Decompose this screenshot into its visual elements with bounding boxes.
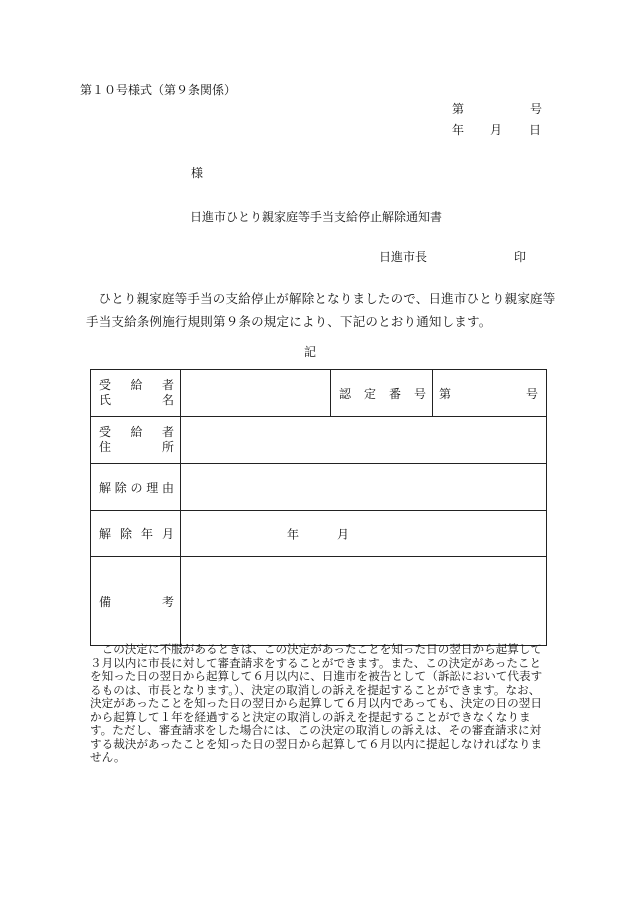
table-row bbox=[91, 557, 547, 646]
document-title: 日進市ひとり親家庭等手当支給停止解除通知書 bbox=[190, 210, 443, 224]
form-id: 第１０号様式（第９条関係） bbox=[80, 83, 237, 97]
release-date-label: 解除年月 bbox=[91, 511, 181, 557]
ki-heading: 記 bbox=[304, 345, 317, 359]
reason-field[interactable] bbox=[181, 464, 547, 511]
recipient-name-label: 受 給 者 氏 名 bbox=[91, 370, 181, 417]
addressee-honorific: 様 bbox=[191, 166, 204, 180]
number-suffix: 号 bbox=[530, 102, 543, 116]
date-year: 年 bbox=[452, 123, 465, 137]
release-month: 月 bbox=[337, 527, 350, 541]
recipient-name-field[interactable] bbox=[181, 370, 331, 417]
cert-number-field[interactable] bbox=[433, 370, 547, 417]
cert-number-label: 認 定 番 号 bbox=[331, 370, 433, 417]
recipient-address-field[interactable] bbox=[181, 417, 547, 464]
table-row bbox=[91, 417, 547, 464]
remarks-label: 備 考 bbox=[91, 557, 181, 646]
body-paragraph: ひとり親家庭等手当の支給停止が解除となりましたので、日進市ひとり親家庭等手当支給条例施行規則第９条の規定により、下記のとおり通知します。 bbox=[86, 291, 556, 329]
recipient-address-label: 受 給 者 住 所 bbox=[91, 417, 181, 464]
seal-mark: 印 bbox=[514, 250, 527, 264]
release-year: 年 bbox=[287, 527, 300, 541]
table-row bbox=[91, 511, 547, 557]
reason-label: 解除の理由 bbox=[91, 464, 181, 511]
table-row bbox=[91, 370, 547, 417]
table-row bbox=[91, 464, 547, 511]
notification-table bbox=[90, 369, 547, 646]
appeal-notice: この決定に不服があるときは、この決定があったことを知った日の翌日から起算して３月以内に市長に対して審査請求をすることができます。また、この決定があったことを知った日の翌日から起算して６月以内に、日進市を被告として（訴訟において代表するものは、市長となります。）、決定の取消しの訴えを提起することができます。なお、決定があったことを知った日の翌日から起算して６月以内であっても、決定の日の翌日から起算して１年を経過すると決定の取消しの訴えを提起することができなくなります。ただし、審査請求をした場合には、この決定の取消しの訴えは、その審査請求に対する裁決があったことを知った日の翌日から起算して６月以内に提起しなければなりません。 bbox=[90, 642, 543, 764]
release-date-field[interactable] bbox=[181, 511, 547, 557]
remarks-field[interactable] bbox=[181, 557, 547, 646]
issuer-name: 日進市長 bbox=[379, 250, 428, 264]
date-month: 月 bbox=[490, 123, 503, 137]
cert-suffix: 号 bbox=[525, 386, 538, 401]
cert-prefix: 第 bbox=[439, 386, 452, 401]
date-day: 日 bbox=[529, 123, 542, 137]
number-prefix: 第 bbox=[452, 102, 465, 116]
